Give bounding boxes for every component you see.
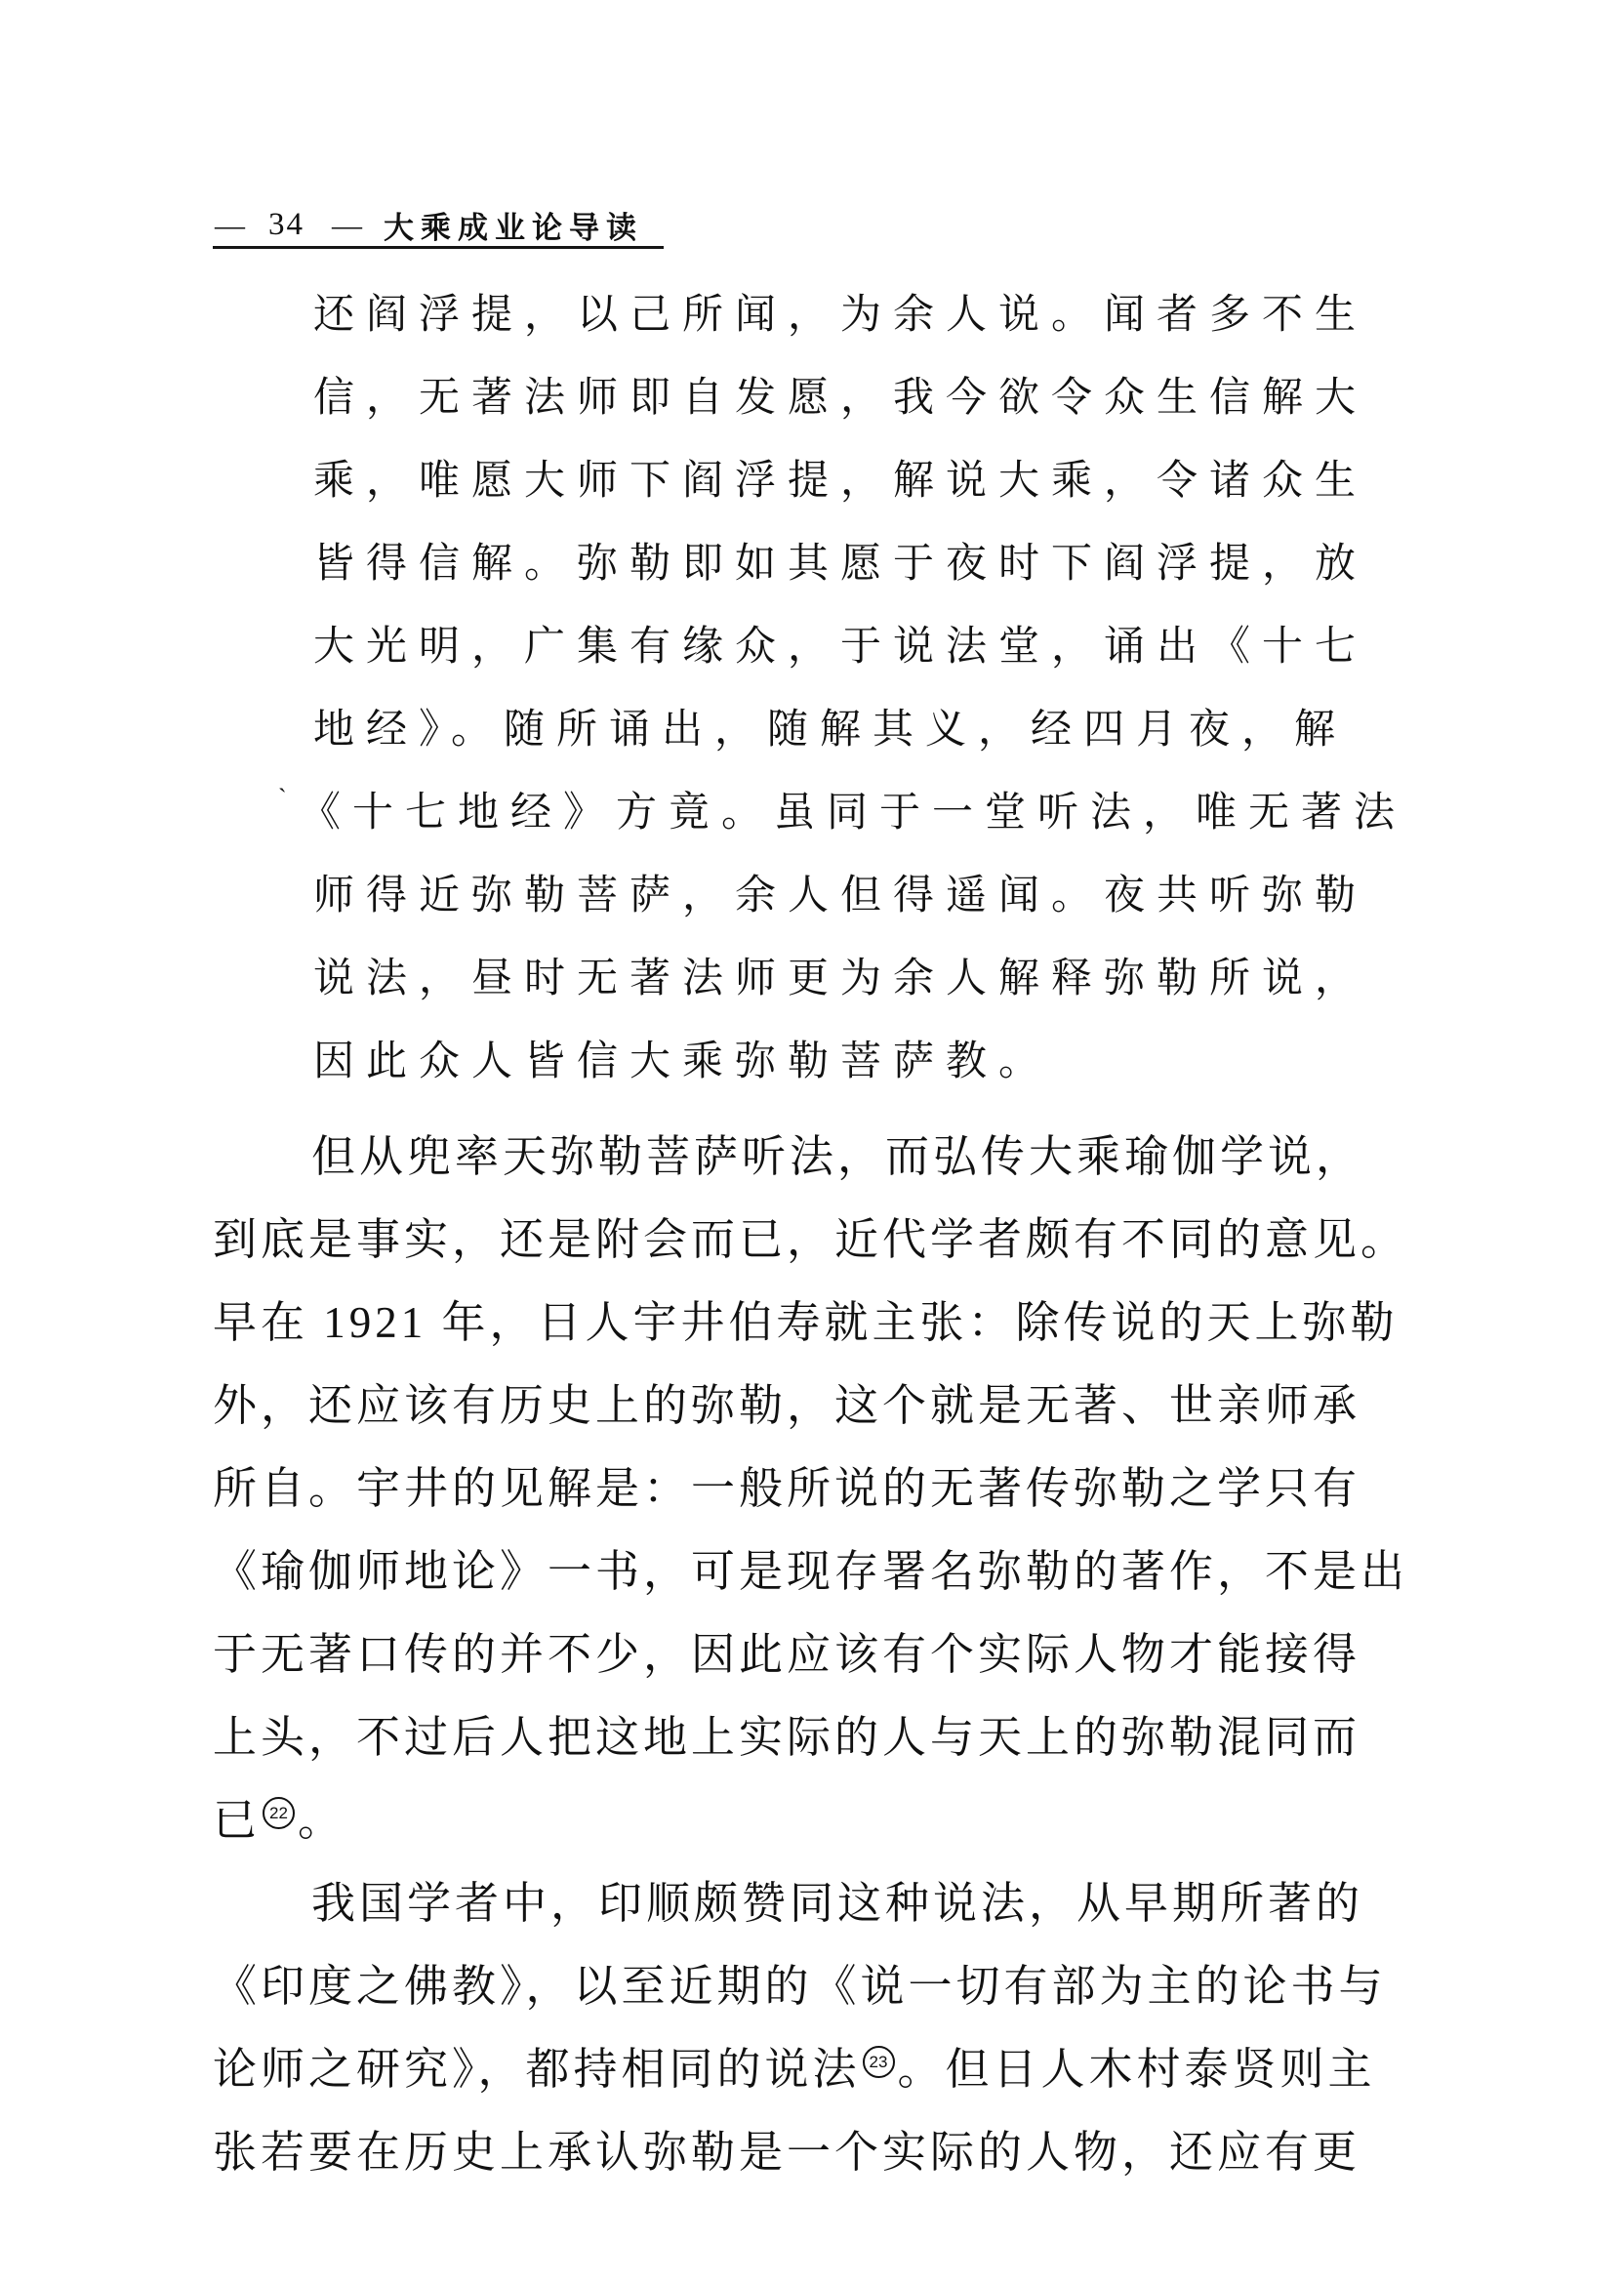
- page-number: 34: [268, 207, 304, 242]
- page-content: [0, 274, 1624, 2194]
- quote-line: 信，无著法师即自发愿，我今欲令众生信解大: [313, 376, 1368, 421]
- body-paragraph-2: [213, 1862, 1415, 2194]
- body-line-text: 已: [213, 1796, 262, 1845]
- body-line-rest: 。但日人木村泰贤则主: [897, 2045, 1376, 2094]
- body-paragraph-1: [213, 1116, 1415, 1862]
- body-line: 早在 1921 年，日人宇井伯寿就主张：除传说的天上弥勒: [213, 1298, 1399, 1347]
- stray-ink-mark: `: [278, 784, 287, 812]
- quote-line: 还阎浮提，以己所闻，为余人说。闻者多不生: [313, 293, 1368, 338]
- quote-line: 乘，唯愿大师下阎浮提，解说大乘，令诸众生: [313, 459, 1368, 504]
- header-dash-right: —: [332, 207, 362, 242]
- quote-line: 说法，昼时无著法师更为余人解释弥勒所说，: [313, 957, 1368, 1001]
- book-title: 大乘成业论导读: [384, 211, 643, 245]
- body-line: 外，还应该有历史上的弥勒，这个就是无著、世亲师承: [213, 1381, 1361, 1430]
- body-line: 上头，不过后人把这地上实际的人与天上的弥勒混同而: [213, 1713, 1361, 1762]
- quote-line: 地经》。随所诵出，随解其义，经四月夜，解: [313, 708, 1348, 753]
- footnote-ref-22: 22: [263, 1797, 295, 1829]
- footnote-ref-23: 23: [863, 2046, 895, 2078]
- quote-line: [278, 772, 1624, 855]
- body-line: [213, 2028, 1415, 2111]
- body-line: 《印度之佛教》，以至近期的《说一切有部为主的论书与: [213, 1962, 1387, 2011]
- quote-line: 因此众人皆信大乘弥勒菩萨教。: [313, 1040, 1052, 1084]
- quote-line: 皆得信解。弥勒即如其愿于夜时下阎浮提，放: [313, 542, 1368, 587]
- running-header: [215, 203, 643, 247]
- body-line: 所自。宇井的见解是：一般所说的无著传弥勒之学只有: [213, 1464, 1361, 1513]
- body-line: [213, 1779, 1415, 1862]
- body-line: 到底是事实，还是附会而已，近代学者颇有不同的意见。: [213, 1215, 1409, 1264]
- header-rule: [213, 246, 664, 249]
- quote-block: [278, 274, 1624, 1104]
- header-dash-left: —: [215, 207, 245, 242]
- quote-line: 大光明，广集有缘众，于说法堂，诵出《十七: [313, 625, 1368, 670]
- quote-line-text: 《十七地经》方竟。虽同于一堂听法，唯无著法: [300, 791, 1407, 836]
- body-line-text: 论师之研究》，都持相同的说法: [213, 2045, 861, 2094]
- body-line: 《瑜伽师地论》一书，可是现存署名弥勒的著作，不是出: [213, 1547, 1409, 1596]
- body-line: 于无著口传的并不少，因此应该有个实际人物才能接得: [213, 1630, 1361, 1679]
- quote-line: 师得近弥勒菩萨，余人但得遥闻。夜共听弥勒: [313, 874, 1368, 918]
- body-line: 我国学者中，印顺颇赞同这种说法，从早期所著的: [311, 1879, 1364, 1928]
- body-line-punct: 。: [298, 1796, 346, 1845]
- body-line: 张若要在历史上承认弥勒是一个实际的人物，还应有更: [213, 2128, 1361, 2177]
- body-line: 但从兜率天弥勒菩萨听法，而弘传大乘瑜伽学说，: [311, 1132, 1364, 1181]
